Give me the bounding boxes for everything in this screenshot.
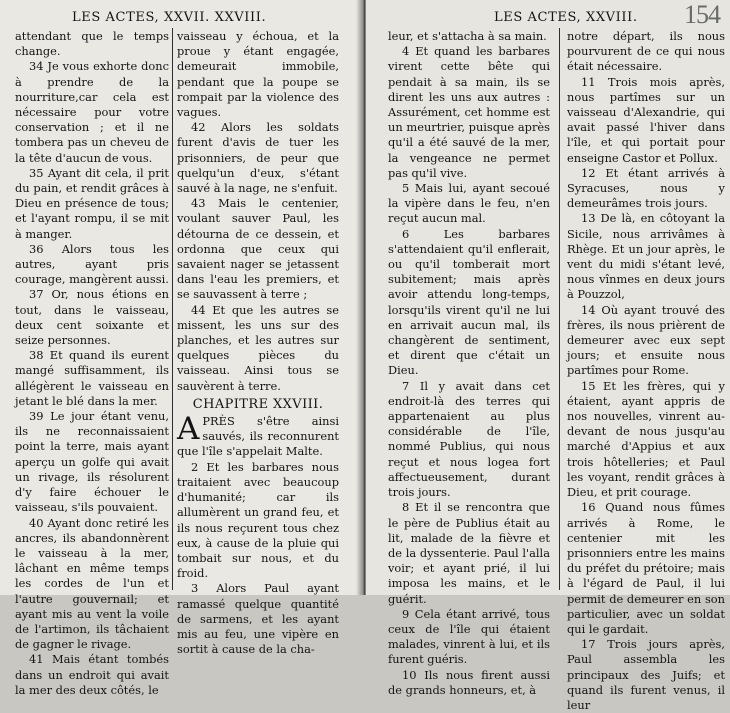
verse-6: 6 Les barbares s'attendaient qu'il enflerait, ou qu'il tomberait mort subitement; mais après avoir attendu long-temps, lorsqu'ils virent qu'il ne lui en arrivait aucun mal, ils changèrent de sentiment, et dirent que c'était un Dieu. (388, 226, 550, 378)
left-column-1 (15, 29, 169, 698)
verse-text: leur, et s'attacha à sa main. (388, 29, 547, 43)
verse-40: 40 Ayant donc retiré les ancres, ils abandonnèrent le vaisseau à la mer, lâchant en même temps les cordes de l'un et l'autre gouvernail; et ayant mis au vent la voile de l'artimon, ils tâchaient de gagner le rivage. (15, 515, 169, 652)
column-divider (172, 28, 173, 590)
verse-17: 17 Trois jours après, Paul assembla les principaux des Juifs; et quand ils furent venus, il leur (567, 637, 725, 712)
verse-37: 37 Or, nous étions en tout, dans le vaisseau, deux cent soixante et seize personnes. (15, 287, 169, 348)
verse-9: 9 Cela étant arrivé, tous ceux de l'île qui étaient malades, vinrent à lui, et ils furent guéris. (388, 606, 550, 667)
verse-text: attendant que le temps change. (15, 29, 169, 59)
verse-text: notre départ, ils nous pourvurent de ce qui nous était nécessaire. (567, 29, 725, 74)
verse-15: 15 Et les frères, qui y étaient, ayant appris de nos nouvelles, vinrent au-devant de nous jusqu'au marché d'Appius et aux trois hôtelleries; et Paul les voyant, rendit grâces à Dieu, et prit courage. (567, 378, 725, 500)
verse-8: 8 Et il se rencontra que le père de Publius était au lit, malade de la fièvre et de la dyssenterie. Paul l'alla voir; et ayant prié, il lui imposa les mains, et le guérit. (388, 500, 550, 606)
verse-43: 43 Mais le centenier, voulant sauver Paul, les détourna de ce dessein, et ordonna que ceux qui savaient nager se jetassent dans l'eau les premiers, et se sauvassent à terre ; (177, 196, 339, 302)
verse-16: 16 Quand nous fûmes arrivés à Rome, le centenier mit les prisonniers entre les mains du préfet du prétoire; mais à l'égard de Paul, il lui permit de demeurer en son particulier, avec un soldat qui le gardait. (567, 500, 725, 636)
verse-13: 13 De là, en côtoyant la Sicile, nous arrivâmes à Rhège. Et un jour après, le vent du midi s'étant levé, nous vînmes en deux jours à Pouzzol, (567, 211, 725, 302)
verse-1 (177, 411, 339, 460)
right-column-1 (388, 29, 550, 698)
drop-cap: A (177, 411, 200, 448)
verse-41: 41 Mais étant tombés dans un endroit qui avait la mer des deux côtés, le (15, 652, 169, 697)
verse-39: 39 Le jour étant venu, ils ne reconnaissaient point la terre, mais ayant aperçu un golfe qui avait un rivage, ils résolurent d'y faire échouer le vaisseau, s'ils pouvaient. (15, 409, 169, 515)
left-page (0, 0, 362, 697)
right-column-2 (567, 29, 725, 713)
verse-34: 34 Je vous exhorte donc à prendre de la nourriture,car cela est nécessaire pour votre conservation ; et il ne tombera pas un cheveu de la tête d'aucun de vous. (15, 59, 169, 165)
running-head-right: LES ACTES, XXVIII. (494, 10, 638, 25)
verse-42: 42 Alors les soldats furent d'avis de tuer les prisonniers, de peur que quelqu'un d'eux, s'étant sauvé à la nage, ne s'enfuit. (177, 120, 339, 196)
column-divider (559, 28, 560, 590)
running-head-left: LES ACTES, XXVII. XXVIII. (72, 10, 267, 25)
verse-10: 10 Ils nous firent aussi de grands honneurs, et, à (388, 667, 550, 697)
right-page (366, 0, 730, 712)
verse-3: 3 Alors Paul ayant ramassé quelque quantité de sarmens, et les ayant mis au feu, une vipère en sortit à cause de la cha- (177, 581, 339, 657)
verse-text: vaisseau y échoua, et la proue y étant engagée, demeurait immobile, pendant que la poupe se rompait par la violence des vagues. (177, 29, 339, 120)
verse-1-text: PRÈS s'être ainsi sauvés, ils reconnurent que l'île s'appelait Malte. (177, 414, 339, 459)
left-column-2 (177, 29, 339, 657)
verse-35: 35 Ayant dit cela, il prit du pain, et rendit grâces à Dieu en présence de tous; et l'ayant rompu, il se mit à manger. (15, 165, 169, 241)
verse-11: 11 Trois mois après, nous partîmes sur un vaisseau d'Alexandrie, qui avait passé l'hiver dans l'île, et qui portait pour enseigne Castor et Pollux. (567, 74, 725, 165)
verse-7: 7 Il y avait dans cet endroit-là des terres qui appartenaient au plus considérable de l'île, nommé Publius, qui nous reçut et nous logea fort affectueusement, durant trois jours. (388, 378, 550, 500)
verse-36: 36 Alors tous les autres, ayant pris courage, mangèrent aussi. (15, 241, 169, 287)
verse-5: 5 Mais lui, ayant secoué la vipère dans le feu, n'en reçut aucun mal. (388, 181, 550, 226)
verse-4: 4 Et quand les barbares virent cette bête qui pendait à sa main, ils se dirent les uns aux autres : Assurément, cet homme est un meurtrier, puisque après qu'il a été sauvé de la mer, la vengeance ne permet pas qu'il vive. (388, 44, 550, 180)
chapter-heading: CHAPITRE XXVIII. (192, 396, 324, 412)
handwritten-page-number: 154 (684, 0, 720, 29)
verse-12: 12 Et étant arrivés à Syracuses, nous y demeurâmes trois jours. (567, 165, 725, 211)
verse-2: 2 Et les barbares nous traitaient avec beaucoup d'humanité; car ils allumèrent un grand feu, et ils nous reçurent tous chez eux, à cause de la pluie qui tombait sur nous, et du froid. (177, 459, 339, 581)
verse-44: 44 Et que les autres se missent, les uns sur des planches, et les autres sur quelques pièces du vaisseau. Ainsi tous se sauvèrent à terre. (177, 302, 339, 393)
verse-14: 14 Où ayant trouvé des frères, ils nous prièrent de demeurer avec eux sept jours; et ensuite nous partîmes pour Rome. (567, 302, 725, 378)
verse-38: 38 Et quand ils eurent mangé suffisamment, ils allégèrent le vaisseau en jetant le blé dans la mer. (15, 348, 169, 408)
